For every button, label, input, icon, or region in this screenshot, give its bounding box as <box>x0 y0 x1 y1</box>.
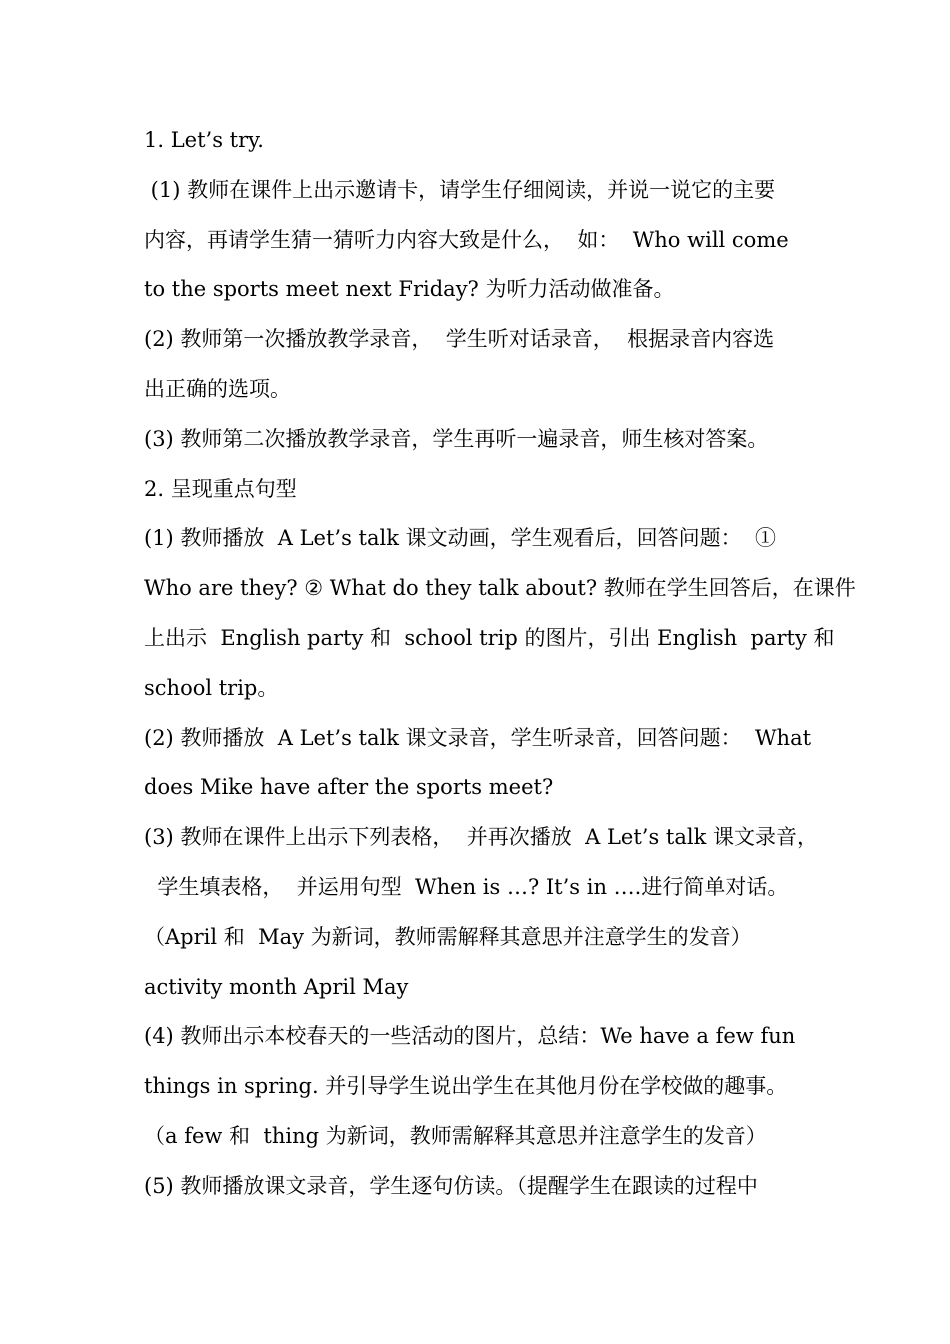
text-line: (3) 教师第二次播放教学录音，学生再听一遍录音，师生核对答案。 <box>144 426 769 451</box>
text-line: 出正确的选项。 <box>144 376 291 401</box>
text-line: Who are they? ② What do they talk about? 教师在学生回答后，在课件 <box>144 576 856 601</box>
text-line: 上出示 English party 和 school trip 的图片，引出 English party 和 <box>144 625 835 650</box>
text-line: （a few 和 thing 为新词，教师需解释其意思并注意学生的发音） <box>144 1123 767 1148</box>
text-line: 1. Let’s try. <box>144 128 264 152</box>
text-line: (4) 教师出示本校春天的一些活动的图片，总结：We have a few fun <box>144 1024 796 1049</box>
text-line: does Mike have after the sports meet? <box>144 775 554 800</box>
text-line: school trip。 <box>144 675 279 700</box>
text-line: things in spring. 并引导学生说出学生在其他月份在学校做的趣事。 <box>144 1074 788 1099</box>
text-line: （April 和 May 为新词，教师需解释其意思并注意学生的发音） <box>144 924 752 949</box>
text-line: (2) 教师播放 A Let’s talk 课文录音，学生听录音，回答问题： What <box>144 725 812 750</box>
text-line: 学生填表格， 并运用句型 When is …? It’s in ….进行简单对话。 <box>144 874 789 899</box>
document-body <box>144 116 856 1212</box>
text-line: to the sports meet next Friday? 为听力活动做准备。 <box>144 277 675 302</box>
text-line: (2) 教师第一次播放教学录音， 学生听对话录音， 根据录音内容选 <box>144 327 775 352</box>
text-line: activity month April May <box>144 974 409 999</box>
text-line: (5) 教师播放课文录音，学生逐句仿读。（提醒学生在跟读的过程中 <box>144 1173 758 1198</box>
text-line: 内容，再请学生猜一猜听力内容大致是什么， 如： Who will come <box>144 227 789 252</box>
section-heading: 2. 呈现重点句型 <box>144 476 297 501</box>
text-line: (3) 教师在课件上出示下列表格， 并再次播放 A Let’s talk 课文录音， <box>144 825 818 850</box>
text-line: (1) 教师播放 A Let’s talk 课文动画，学生观看后，回答问题： ① <box>144 526 776 551</box>
text-line: (1) 教师在课件上出示邀请卡，请学生仔细阅读，并说一说它的主要 <box>144 177 776 202</box>
